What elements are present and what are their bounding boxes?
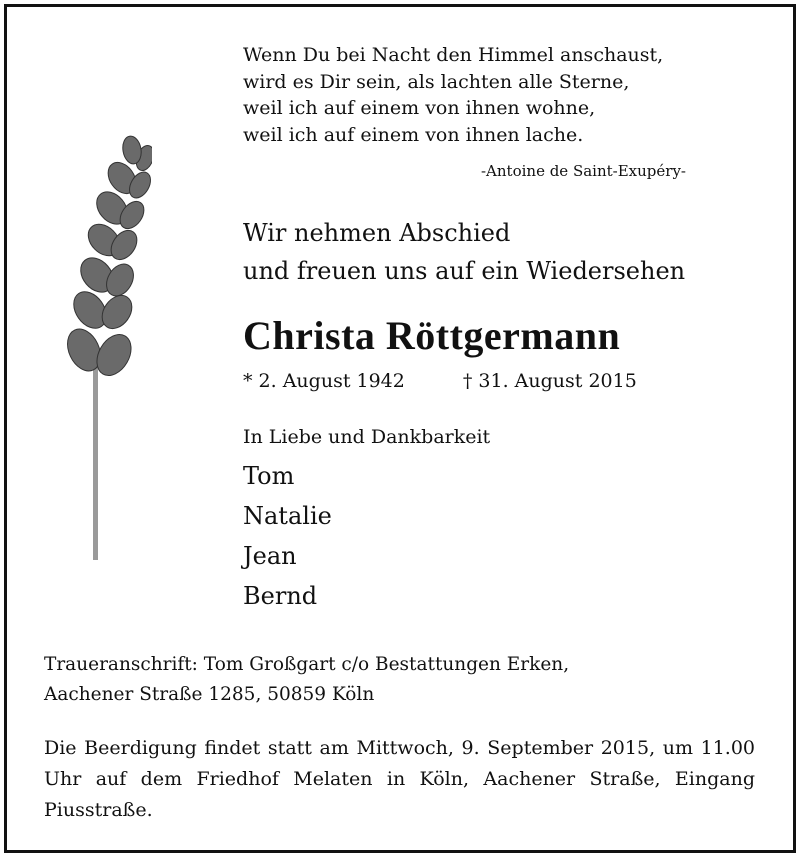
address-line-1: Traueranschrift: Tom Großgart c/o Bestattungen Erken,: [44, 654, 570, 675]
poem-author: -Antoine de Saint-Exupéry-: [480, 162, 686, 180]
poem-line: weil ich auf einem von ihnen lache.: [243, 123, 584, 146]
mourner-name: Bernd: [243, 582, 318, 610]
birth-date: * 2. August 1942: [243, 370, 405, 392]
poem-quote: [243, 42, 663, 148]
farewell-text: [243, 214, 685, 290]
poem-line: Wenn Du bei Nacht den Himmel anschaust,: [243, 44, 664, 66]
poem-line: weil ich auf einem von ihnen wohne,: [243, 97, 596, 119]
farewell-line-1: Wir nehmen Abschied: [243, 219, 511, 247]
mourner-name: Jean: [243, 542, 297, 570]
mourners-intro: In Liebe und Dankbarkeit: [243, 426, 491, 448]
mourner-name: Natalie: [243, 502, 332, 530]
lavender-sprig-image: [62, 130, 152, 570]
mourners-list: [243, 456, 332, 616]
address-line-2: Aachener Straße 1285, 50859 Köln: [44, 684, 375, 705]
life-dates: [243, 370, 637, 392]
death-date: † 31. August 2015: [462, 370, 637, 392]
deceased-name: Christa Röttgermann: [243, 313, 621, 358]
farewell-line-2: und freuen uns auf ein Wiedersehen: [243, 257, 686, 285]
mourning-address: [44, 650, 569, 710]
poem-line: wird es Dir sein, als lachten alle Sterne,: [243, 70, 630, 93]
mourner-name: Tom: [243, 462, 295, 490]
funeral-details: Die Beerdigung findet statt am Mittwoch, 9. September 2015, um 11.00 Uhr auf dem Friedhof Melaten in Köln, Aachener Straße, Eingang Piusstraße.: [44, 737, 755, 821]
